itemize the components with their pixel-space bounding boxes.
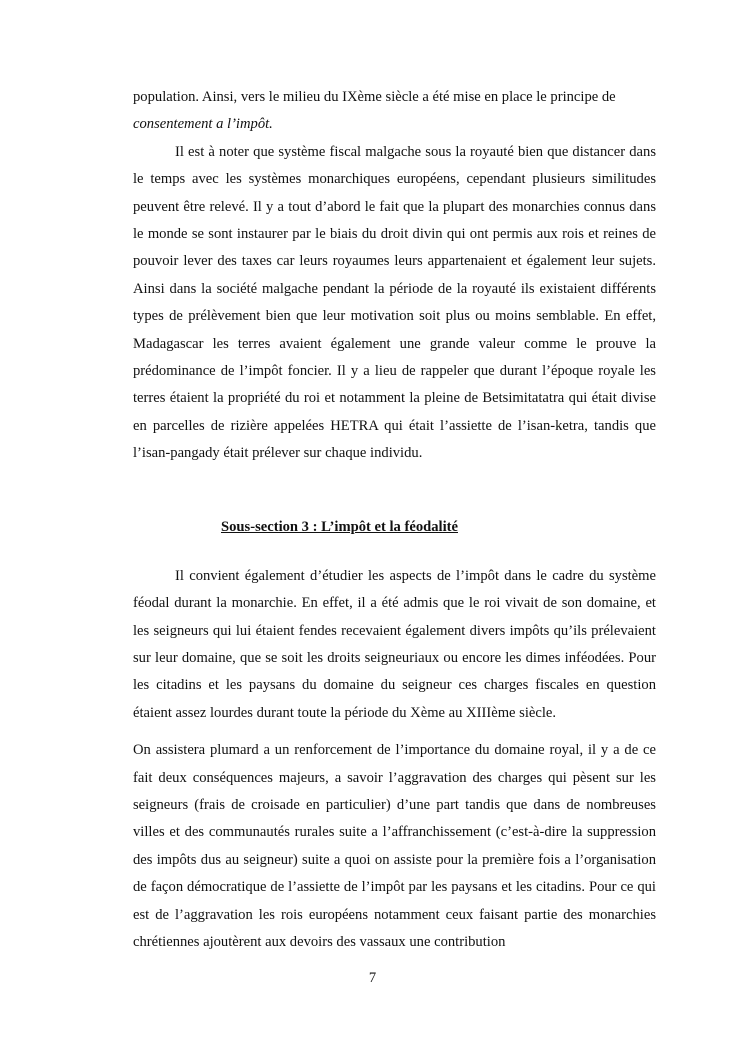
intro-line: population. Ainsi, vers le milieu du IXème siècle a été mise en place le principe de — [133, 89, 616, 105]
intro-italic-line: consentement a l’impôt. — [133, 116, 273, 133]
paragraph-feudal-system: Il convient également d’étudier les aspects de l’impôt dans le cadre du système féodal durant la monarchie. En effet, il a été admis que le roi vivait de son domaine, et les seigneurs qui lui étaient fendes recevaient également divers impôts qu’ils prélevaient sur leur domaine, que se soit les droits seigneuriaux ou encore les dimes inféodées. Pour les citadins et les paysans du domaine du seigneur ces charges fiscales en question étaient assez lourdes durant toute la période du Xème au XIIIème siècle. — [133, 567, 656, 721]
paragraph-royal-domain: On assistera plumard a un renforcement de l’importance du domaine royal, il y a de ce fait deux conséquences majeurs, a savoir l’aggravation des charges qui pèsent sur les seigneurs (frais de croisade en particulier) d’une part tandis que dans de nombreuses villes et des communautés rurales suite a l’affranchissement (c’est-à-dire la suppression des impôts dus au seigneur) suite a quoi on assiste pour la première fois a l’organisation de façon démocratique de l’assiette de l’impôt par les paysans et les citadins. Pour ce qui est de l’aggravation les rois européens notamment ceux faisant partie des monarchies chrétiennes ajoutèrent aux devoirs des vassaux une contribution — [133, 742, 656, 950]
section-heading-text: Sous-section 3 : L’impôt et la féodalité — [221, 518, 458, 535]
paragraph-fiscal-system: Il est à noter que système fiscal malgache sous la royauté bien que distancer dans le temps avec les systèmes monarchiques européens, cependant plusieurs similitudes peuvent être relevé. Il y a tout d’abord le fait que la plupart des monarchies connus dans le monde se sont instaurer par le biais du droit divin qui ont permis aux rois et reines de pouvoir lever des taxes car leurs royaumes leurs appartenaient et également leur sujets. Ainsi dans la société malgache pendant la période de la royauté ils existaient différents types de prélèvement bien que leur motivation soit plus ou moins semblable. En effet, Madagascar les terres avaient également une grande valeur comme le prouve la prédominance de l’impôt foncier. Il y a lieu de rappeler que durant l’époque royale les terres étaient la propriété du roi et notamment la pleine de Betsimitatatra qui était divise en parcelles de rizière appelées HETRA qui était l’assiette de l’isan-ketra, tandis que l’isan-pangady était prélever sur chaque individu. — [133, 143, 656, 462]
section-heading — [133, 514, 656, 541]
document-page — [133, 84, 656, 956]
page-number: 7 — [368, 970, 377, 986]
paragraph-intro — [133, 84, 656, 139]
